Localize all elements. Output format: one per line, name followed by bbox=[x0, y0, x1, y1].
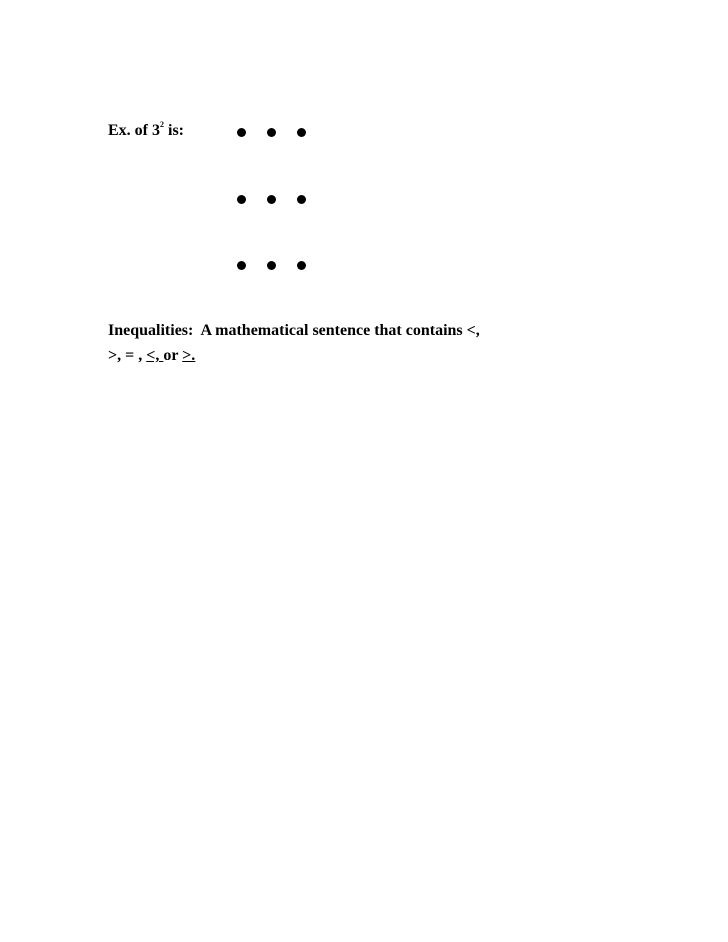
dot bbox=[237, 195, 246, 204]
dot bbox=[267, 261, 276, 270]
definition-term: Inequalities: bbox=[108, 322, 194, 339]
dot-row-2 bbox=[237, 195, 317, 209]
example-label bbox=[108, 122, 184, 140]
less-equal-symbol: <, bbox=[146, 347, 164, 364]
dot bbox=[237, 128, 246, 137]
dot-row-3 bbox=[237, 261, 317, 275]
definition-text-line1: A mathematical sentence that contains <, bbox=[193, 322, 480, 339]
dot bbox=[237, 261, 246, 270]
example-suffix: is: bbox=[164, 122, 184, 139]
greater-equal-symbol: >. bbox=[182, 347, 196, 364]
example-prefix: Ex. of 3 bbox=[108, 122, 160, 139]
definition-or: or bbox=[163, 347, 183, 364]
dot-row-1 bbox=[237, 128, 317, 142]
dot bbox=[297, 128, 306, 137]
dot bbox=[267, 128, 276, 137]
dot bbox=[267, 195, 276, 204]
inequalities-definition bbox=[108, 318, 628, 368]
dot bbox=[297, 261, 306, 270]
exponent: 2 bbox=[160, 120, 164, 129]
definition-text-line2: >, = , bbox=[108, 347, 147, 364]
dot bbox=[297, 195, 306, 204]
